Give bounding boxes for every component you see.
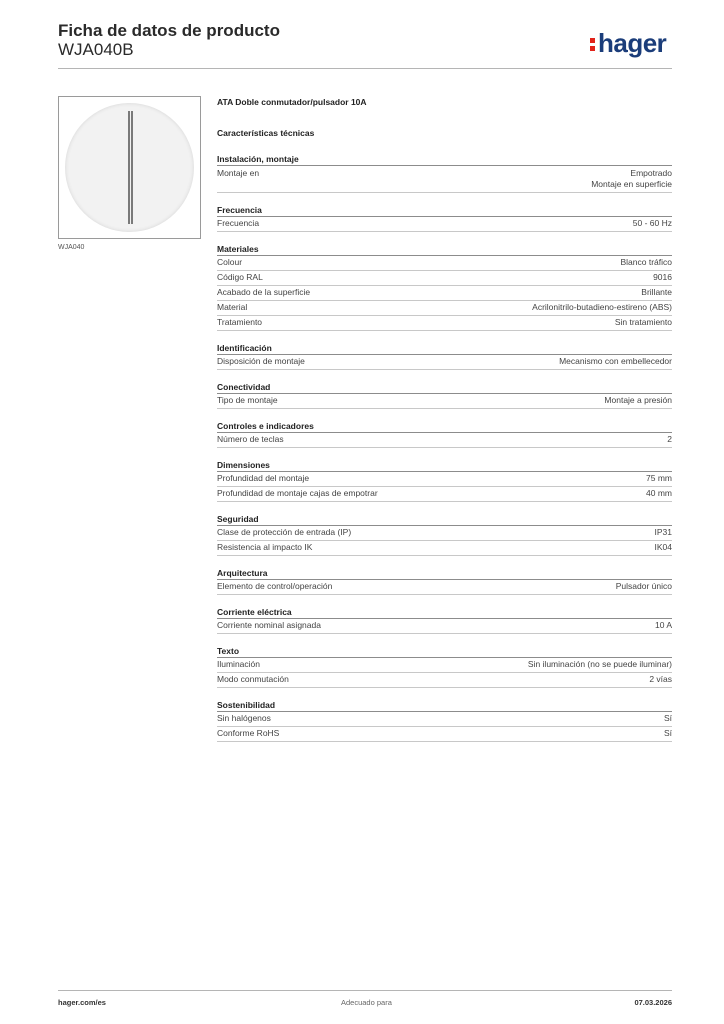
spec-value xyxy=(667,434,672,446)
section-spacer xyxy=(217,409,672,420)
spec-label: Profundidad de montaje cajas de empotrar xyxy=(217,488,378,498)
spec-value-line: 9016 xyxy=(653,272,672,282)
section-spacer xyxy=(217,502,672,513)
spec-label: Material xyxy=(217,302,248,312)
spec-value xyxy=(655,620,672,632)
spec-value xyxy=(621,257,673,269)
spec-section xyxy=(217,204,672,232)
spec-section xyxy=(217,381,672,409)
spec-row xyxy=(217,727,672,742)
spec-value-line: Sí xyxy=(663,728,672,738)
section-spacer xyxy=(217,331,672,342)
spec-value xyxy=(664,713,672,725)
spec-value xyxy=(591,168,672,191)
spec-row xyxy=(217,433,672,448)
spec-row xyxy=(217,271,672,286)
section-spacer xyxy=(217,595,672,606)
section-spacer xyxy=(217,193,672,204)
spec-value-line: Brillante xyxy=(641,287,672,297)
section-title: Instalación, montaje xyxy=(217,153,672,166)
spec-row xyxy=(217,394,672,409)
spec-value xyxy=(655,527,673,539)
spec-row xyxy=(217,316,672,331)
spec-value xyxy=(653,272,672,284)
spec-value xyxy=(646,488,672,500)
section-spacer xyxy=(217,688,672,699)
section-title: Arquitectura xyxy=(217,567,672,580)
section-title: Texto xyxy=(217,645,672,658)
image-caption: WJA040 xyxy=(58,244,85,251)
spec-label: Disposición de montaje xyxy=(217,356,305,366)
technical-characteristics-heading: Características técnicas xyxy=(217,128,315,138)
spec-row xyxy=(217,526,672,541)
section-title: Controles e indicadores xyxy=(217,420,672,433)
spec-row xyxy=(217,541,672,556)
spec-row xyxy=(217,355,672,370)
spec-section xyxy=(217,513,672,556)
footer-suitable-for: Adecuado para xyxy=(341,998,392,1007)
hager-logo xyxy=(590,28,666,59)
spec-value-line: 50 - 60 Hz xyxy=(632,218,672,228)
spec-value-line: 2 xyxy=(667,434,672,444)
spec-label: Iluminación xyxy=(217,659,260,669)
spec-section xyxy=(217,567,672,595)
spec-value-line: 40 mm xyxy=(646,488,672,498)
section-spacer xyxy=(217,370,672,381)
spec-section xyxy=(217,645,672,688)
spec-value-line: Sí xyxy=(663,713,672,723)
spec-content xyxy=(217,97,672,742)
spec-value-line: 10 A xyxy=(654,620,672,630)
spec-label: Clase de protección de entrada (IP) xyxy=(217,527,352,537)
spec-label: Colour xyxy=(217,257,243,267)
spec-value xyxy=(532,302,672,314)
spec-value xyxy=(528,659,672,671)
spec-value-line: IK04 xyxy=(654,542,672,552)
section-spacer xyxy=(217,634,672,645)
spec-label: Frecuencia xyxy=(217,218,260,228)
section-title: Corriente eléctrica xyxy=(217,606,672,619)
header-divider xyxy=(58,68,672,69)
section-spacer xyxy=(217,448,672,459)
spec-value-line: Mecanismo con embellecedor xyxy=(559,356,672,366)
page-title: Ficha de datos de producto xyxy=(58,21,280,40)
spec-sections xyxy=(217,153,672,742)
spec-row xyxy=(217,487,672,502)
spec-row xyxy=(217,580,672,595)
footer-website: hager.com/es xyxy=(58,998,106,1007)
spec-value-line: Blanco tráfico xyxy=(620,257,672,267)
spec-value xyxy=(664,728,672,740)
spec-value-line: Pulsador único xyxy=(615,581,672,591)
spec-value xyxy=(604,395,672,407)
spec-section xyxy=(217,420,672,448)
spec-row xyxy=(217,472,672,487)
spec-label: Tratamiento xyxy=(217,317,263,327)
spec-label: Montaje en xyxy=(217,167,260,178)
spec-section xyxy=(217,153,672,193)
section-title: Materiales xyxy=(217,243,672,256)
spec-value xyxy=(559,356,672,368)
spec-value-line: Montaje en superficie xyxy=(591,179,672,189)
switch-plate-illustration xyxy=(65,103,194,232)
spec-value-line: 2 vías xyxy=(649,674,672,684)
section-spacer xyxy=(217,556,672,567)
spec-row xyxy=(217,301,672,316)
spec-section xyxy=(217,699,672,742)
spec-label: Tipo de montaje xyxy=(217,395,278,405)
switch-key-divider-left xyxy=(128,111,130,224)
spec-label: Elemento de control/operación xyxy=(217,581,333,591)
spec-row xyxy=(217,619,672,634)
spec-row xyxy=(217,256,672,271)
spec-value xyxy=(655,542,673,554)
section-title: Frecuencia xyxy=(217,204,672,217)
switch-key-divider-right xyxy=(131,111,133,224)
section-title: Identificación xyxy=(217,342,672,355)
spec-label: Número de teclas xyxy=(217,434,284,444)
logo-text: hager xyxy=(598,28,667,58)
spec-value-line: 75 mm xyxy=(646,473,672,483)
spec-value xyxy=(649,674,672,686)
spec-section xyxy=(217,606,672,634)
product-description: ATA Doble conmutador/pulsador 10A xyxy=(217,97,367,107)
spec-value xyxy=(615,317,672,329)
spec-value xyxy=(633,218,672,230)
spec-value-line: Sin iluminación (no se puede iluminar) xyxy=(527,659,672,669)
product-code: WJA040B xyxy=(58,40,134,59)
spec-value xyxy=(641,287,672,299)
spec-value-line: Empotrado xyxy=(630,167,672,178)
spec-row xyxy=(217,217,672,232)
section-title: Sostenibilidad xyxy=(217,699,672,712)
spec-label: Código RAL xyxy=(217,272,263,282)
spec-label: Sin halógenos xyxy=(217,713,271,723)
logo-dots-icon xyxy=(590,35,596,53)
spec-row xyxy=(217,658,672,673)
spec-label: Conforme RoHS xyxy=(217,728,280,738)
spec-value-line: Acrilonitrilo-butadieno-estireno (ABS) xyxy=(532,302,672,312)
spec-row xyxy=(217,673,672,688)
section-title: Dimensiones xyxy=(217,459,672,472)
spec-section xyxy=(217,342,672,370)
spec-row xyxy=(217,286,672,301)
spec-row xyxy=(217,166,672,193)
spec-section xyxy=(217,459,672,502)
product-image xyxy=(58,96,201,239)
section-title: Seguridad xyxy=(217,513,672,526)
spec-value-line: IP31 xyxy=(654,527,672,537)
spec-label: Resistencia al impacto IK xyxy=(217,542,313,552)
footer-date: 07.03.2026 xyxy=(634,998,672,1007)
spec-value-line: Montaje a presión xyxy=(604,395,672,405)
spec-label: Acabado de la superficie xyxy=(217,287,311,297)
spec-section xyxy=(217,243,672,331)
spec-label: Corriente nominal asignada xyxy=(217,620,321,630)
footer-divider xyxy=(58,990,672,991)
spec-value xyxy=(646,473,672,485)
spec-row xyxy=(217,712,672,727)
section-title: Conectividad xyxy=(217,381,672,394)
spec-label: Modo conmutación xyxy=(217,674,289,684)
section-spacer xyxy=(217,232,672,243)
spec-value xyxy=(616,581,672,593)
spec-value-line: Sin tratamiento xyxy=(614,317,672,327)
spec-label: Profundidad del montaje xyxy=(217,473,310,483)
